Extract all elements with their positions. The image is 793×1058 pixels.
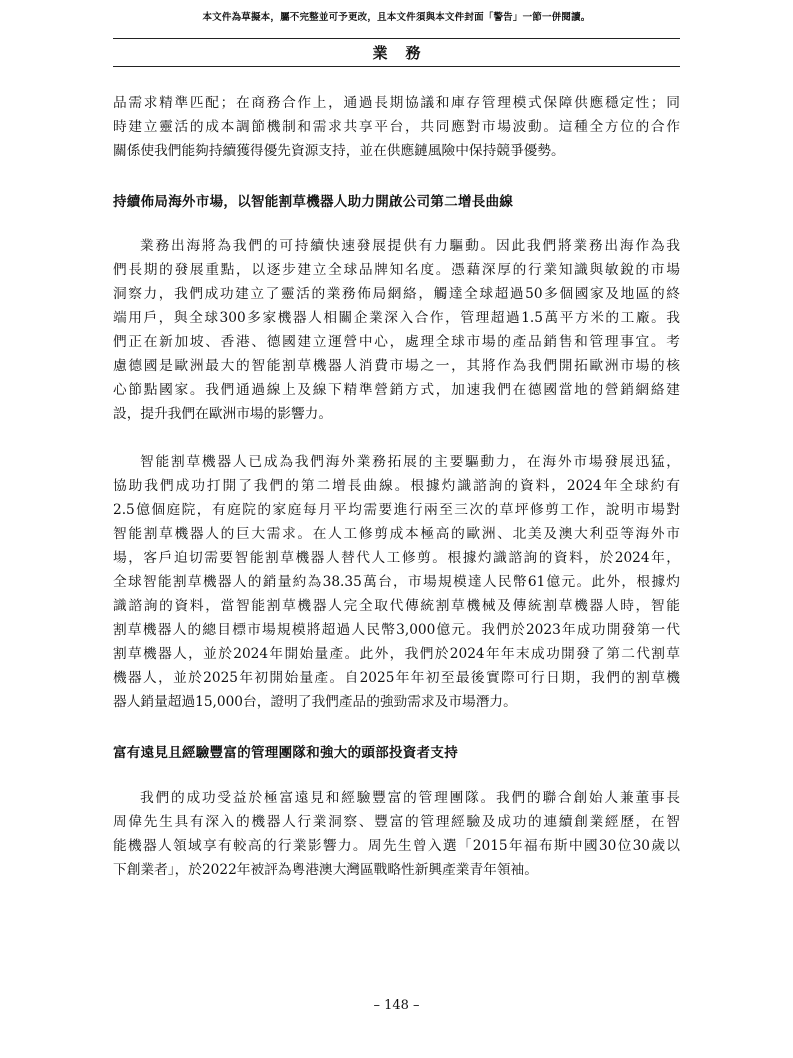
paragraph-line: 關係使我們能夠持續獲得優先資源支持，並在供應鏈風險中保持競爭優勢。 — [113, 143, 565, 159]
paragraph-line: 時建立靈活的成本調節機制和需求共享平台，共同應對市場波動。這種全方位的合作 — [113, 119, 680, 135]
page-number: – 148 – — [373, 998, 420, 1013]
paragraph-line: 端用戶，與全球300多家機器人相關企業深入合作，管理超過1.5萬平方米的工廠。我 — [113, 310, 680, 326]
paragraph-line: 器人銷量超過15,000台，證明了我們產品的強勁需求及市場潛力。 — [113, 694, 517, 710]
paragraph-line: 我們的成功受益於極富遠見和經驗豐富的管理團隊。我們的聯合創始人兼董事長 — [140, 790, 680, 806]
paragraph-management — [113, 786, 680, 882]
paragraph-supply-chain — [113, 91, 680, 163]
paragraph-line: 洞察力，我們成功建立了靈活的業務佈局網絡，觸達全球超過50多個國家及地區的終 — [113, 286, 680, 302]
paragraph-line: 們長期的發展重點，以逐步建立全球品牌知名度。憑藉深厚的行業知識與敏銳的市場 — [113, 262, 680, 278]
header-rule-bottom — [113, 66, 680, 67]
paragraph-lawn-robot — [113, 450, 680, 714]
heading-overseas-market: 持續佈局海外市場，以智能割草機器人助力開啟公司第二增長曲線 — [113, 194, 514, 210]
heading-management-team: 富有遠見且經驗豐富的管理團隊和強大的頭部投資者支持 — [113, 745, 458, 761]
paragraph-line: 周偉先生具有深入的機器人行業洞察、豐富的管理經驗及成功的連續創業經歷，在智 — [113, 814, 680, 830]
paragraph-line: 協助我們成功打開了我們的第二增長曲線。根據灼識諮詢的資料，2024年全球約有 — [113, 478, 680, 494]
paragraph-line: 場，客戶迫切需要智能割草機器人替代人工修剪。根據灼識諮詢的資料，於2024年， — [113, 550, 680, 566]
paragraph-line: 割草機器人，並於2024年開始量產。此外，我們於2024年年末成功開發了第二代割草 — [113, 646, 680, 662]
paragraph-line: 智能割草機器人已成為我們海外業務拓展的主要驅動力，在海外市場發展迅猛， — [140, 454, 680, 470]
paragraph-line: 慮德國是歐洲最大的智能割草機器人消費市場之一，其將作為我們開拓歐洲市場的核 — [113, 358, 680, 374]
paragraph-line: 機器人，並於2025年初開始量產。自2025年年初至最後實際可行日期，我們的割草機 — [113, 670, 680, 686]
paragraph-line: 全球智能割草機器人的銷量約為38.35萬台，市場規模達人民幣61億元。此外，根據灼 — [113, 574, 680, 590]
paragraph-line: 設，提升我們在歐洲市場的影響力。 — [113, 406, 333, 422]
paragraph-line: 品需求精準匹配；在商務合作上，通過長期協議和庫存管理模式保障供應穩定性；同 — [113, 95, 680, 111]
paragraph-line: 2.5億個庭院，有庭院的家庭每月平均需要進行兩至三次的草坪修剪工作，說明市場對 — [113, 502, 680, 518]
draft-notice: 本文件為草擬本，屬不完整並可予更改，且本文件須與本文件封面「警告」一節一併閱讀。 — [202, 12, 591, 23]
header-rule-top — [113, 38, 680, 39]
paragraph-line: 們正在新加坡、香港、德國建立運營中心，處理全球市場的產品銷售和管理事宜。考 — [113, 334, 680, 350]
paragraph-line: 能機器人領域享有較高的行業影響力。周先生曾入選「2015年福布斯中國30位30歲以 — [113, 838, 680, 854]
paragraph-line: 智能割草機器人的巨大需求。在人工修剪成本極高的歐洲、北美及澳大利亞等海外市 — [113, 526, 680, 542]
paragraph-line: 割草機器人的總目標市場規模將超過人民幣3,000億元。我們於2023年成功開發第一代 — [113, 622, 680, 638]
paragraph-line: 業務出海將為我們的可持續快速發展提供有力驅動。因此我們將業務出海作為我 — [140, 238, 680, 254]
paragraph-line: 心節點國家。我們通過線上及線下精準營銷方式，加速我們在德國當地的營銷網絡建 — [113, 382, 680, 398]
section-title: 業務 — [372, 44, 439, 62]
paragraph-overseas-expansion — [113, 234, 680, 426]
paragraph-line: 下創業者」，於2022年被評為粵港澳大灣區戰略性新興產業青年領袖。 — [113, 862, 538, 878]
paragraph-line: 識諮詢的資料，當智能割草機器人完全取代傳統割草機械及傳統割草機器人時，智能 — [113, 598, 680, 614]
